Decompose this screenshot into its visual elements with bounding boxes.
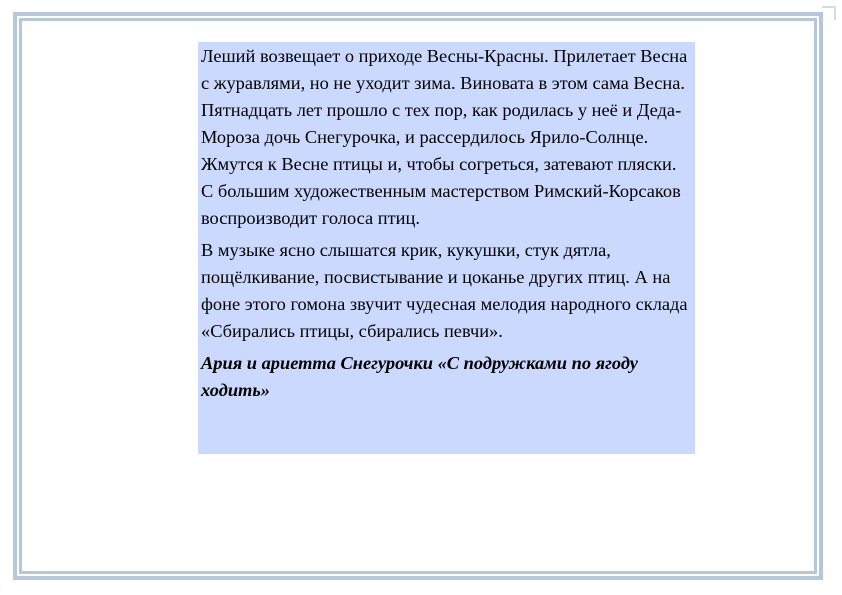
paragraph-2: В музыке ясно слышатся крик, кукушки, стук дятла, пощёлкивание, посвистывание и цоканье других птиц. А на фоне этого гомона звучит чудесная мелодия народного склада «Сбирались птицы, сбирались певчи». [201, 240, 688, 341]
frame-corner-accent [822, 6, 836, 20]
paragraph-1: Леший возвещает о приходе Весны-Красны. Прилетает Весна с журавлями, но не уходит зима. Виновата в этом сама Весна. Пятнадцать лет прошло с тех пор, как родилась у неё и Деда-Мороза дочь Снегурочка, и рассердилось Ярило-Солнце. Жмутся к Весне птицы и, чтобы согреться, затевают пляски. С большим художественным мастерством Римский-Корсаков воспроизводит голоса птиц. [201, 46, 688, 228]
aria-heading: Ария и ариетта Снегурочки «С подружками по ягоду ходить» [201, 353, 638, 400]
slide-text-block [198, 42, 695, 454]
